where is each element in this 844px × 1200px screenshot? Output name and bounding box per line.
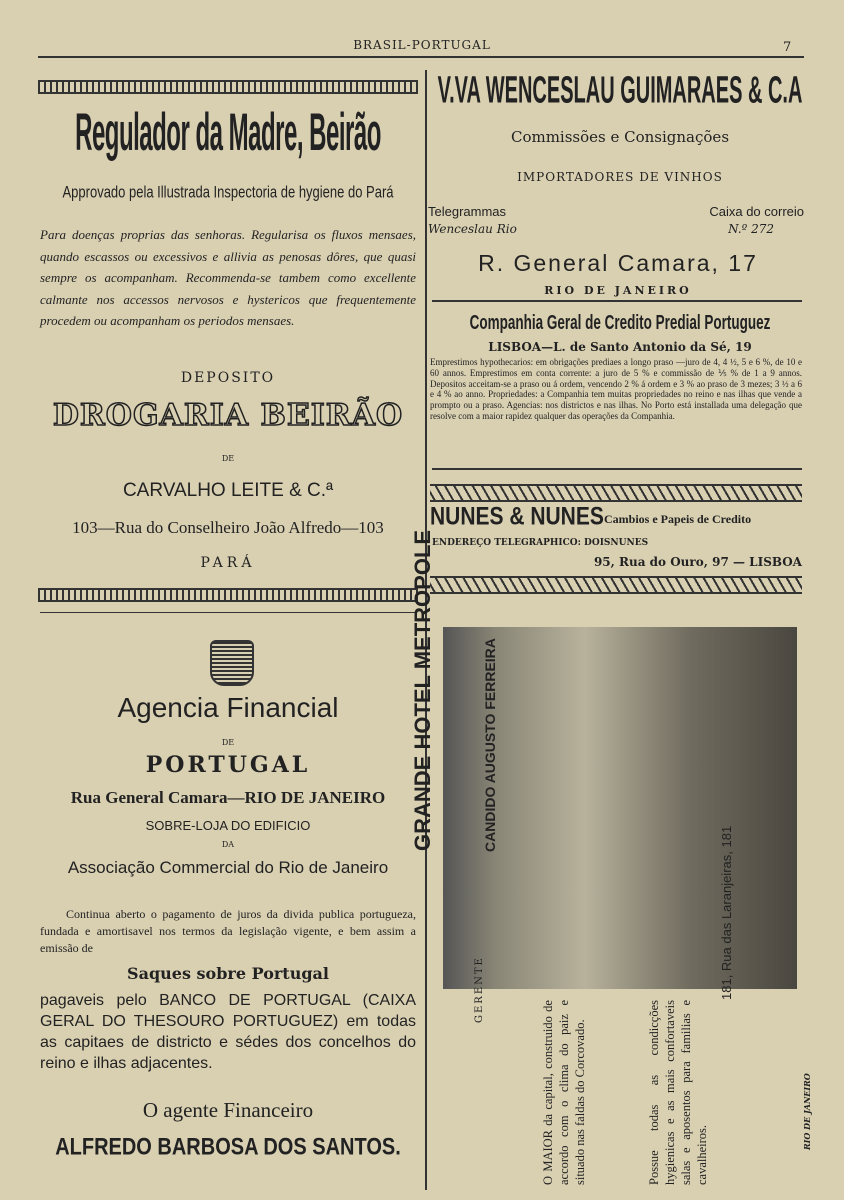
hotel-desc-2: Possue todas as condicções hygienicas e as mais confortaveis salas e aposentos para familias e cavalheiros.: [647, 1000, 709, 1185]
saques: Saques sobre Portugal: [127, 964, 329, 983]
da-label: DA: [221, 840, 235, 849]
nunes-telegr: ENDEREÇO TELEGRAPHICO: DOISNUNES: [432, 538, 649, 548]
regulador-body: Para doenças proprias das senhoras. Regularisa os fluxos mensaes, quando escassos ou excessivos e allivia as penosas dôres, que quasi sempre os acompanham. Recommenda-se tambem como excellente calmante nos accessos nervosos e hystericos que frequentemente procedem ou acompanham os periodos mensaes.: [40, 227, 416, 328]
nunes-title: NUNES & NUNES: [430, 503, 604, 531]
running-header: BRASIL-PORTUGAL: [353, 38, 491, 52]
companhia-address: LISBOA—L. de Santo Antonio da Sé, 19: [488, 340, 752, 354]
nunes-sub: Cambios e Papeis de Credito: [604, 512, 752, 526]
wenceslau-street: R. General Camara, 17: [478, 250, 758, 276]
pagaveis: pagaveis pelo BANCO DE PORTUGAL (CAIXA GERAL DO THESOURO PORTUGUEZ) em todas as capitaes de districto e sédes dos concelhos do reino e ilhas adjacentes.: [40, 992, 416, 1072]
ornament-border: [38, 80, 418, 94]
page-number: 7: [783, 40, 792, 55]
gerente-label: GERENTE: [474, 956, 485, 1024]
deposito-label: DEPOSITO: [180, 370, 276, 386]
de-label: DE: [221, 738, 235, 747]
nunes-address: 95, Rua do Ouro, 97 — LISBOA: [593, 555, 802, 569]
firm-name: CARVALHO LEITE & C.ª: [122, 480, 334, 501]
section-rule: [40, 612, 416, 613]
caixa-value: N.º 272: [728, 222, 774, 236]
associacao: Associação Commercial do Rio de Janeiro: [67, 858, 389, 877]
firm-address: 103—Rua do Conselheiro João Alfredo—103: [72, 518, 384, 537]
header-rule: [38, 56, 804, 58]
country: PORTUGAL: [145, 752, 311, 778]
hotel-manager: CANDIDO AUGUSTO FERREIRA: [482, 638, 498, 852]
ornament-border: [430, 484, 802, 502]
hotel-address: 181, Rua das Laranjeiras, 181: [719, 825, 734, 1000]
ornament-border: [430, 576, 802, 594]
hotel-city: RIO DE JANEIRO: [802, 1073, 812, 1150]
drogaria-name: DROGARIA BEIRÃO: [52, 398, 404, 433]
hotel-desc-1: O MAIOR da capital, construido de accordo com o clima do paiz e situado nas faldas do Corcovado.: [541, 1000, 587, 1185]
hotel-title: GRANDE HOTEL METROPOLE: [410, 529, 435, 851]
telegr-value: Wenceslau Rio: [428, 222, 517, 236]
ornament-border: [38, 588, 418, 602]
city: PARÁ: [200, 555, 256, 571]
agencia-street: Rua General Camara—RIO DE JANEIRO: [70, 788, 386, 807]
coat-of-arms-icon: [210, 640, 254, 686]
wenceslau-title: V.VA WENCESLAU GUIMARAES & C.A: [437, 70, 803, 112]
agencia-body: Continua aberto o pagamento de juros da divida publica portugueza, fundada e amortisavel nos termos da legislação vigente, e bem assim a emissão de: [40, 907, 416, 955]
section-rule: [432, 468, 802, 470]
wenceslau-city: RIO DE JANEIRO: [544, 284, 692, 297]
agencia-title: Agencia Financial: [117, 692, 339, 723]
sobreloja: SOBRE-LOJA DO EDIFICIO: [145, 818, 311, 833]
telegr-label: Telegrammas: [428, 204, 507, 219]
companhia-body: Emprestimos hypothecarios: em obrigações prediaes a longo praso —juro de 4, 4 ½, 5 e 6 %, de 10 e 60 annos. Emprestimos em conta corrente: a juro de 5 % e commissão de ⅕ % de 1 a 9 annos. Depositos acceitam-se a praso ou á ordem, vencendo 2 % á ordem e 3 % ao praso de 3 mezes; 3 ½ a 6 e 4 % ao anno. Propriedades: a Companhia tem muitas propriedades no reino e nas ilhas que vende a prompto ou a praso. Agencias: nos districtos e nas ilhas. No Porto está installada uma delegação que resolve com a maior rapidez qualquer das operações da Companhia.: [430, 357, 802, 421]
regulador-subtitle: Approvado pela Illustrada Inspectoria de hygiene do Pará: [62, 182, 394, 202]
wenceslau-sub: Commissões e Consignações: [510, 128, 730, 146]
de-label: DE: [221, 454, 235, 463]
section-rule: [432, 300, 802, 302]
agente-label: O agente Financeiro: [142, 1098, 314, 1122]
importadores: IMPORTADORES DE VINHOS: [517, 170, 723, 184]
caixa-label: Caixa do correio: [709, 204, 804, 219]
regulador-title: Regulador da Madre, Beirão: [75, 104, 381, 164]
agente-name: ALFREDO BARBOSA DOS SANTOS.: [55, 1134, 401, 1161]
companhia-title: Companhia Geral de Credito Predial Portuguez: [469, 311, 771, 334]
